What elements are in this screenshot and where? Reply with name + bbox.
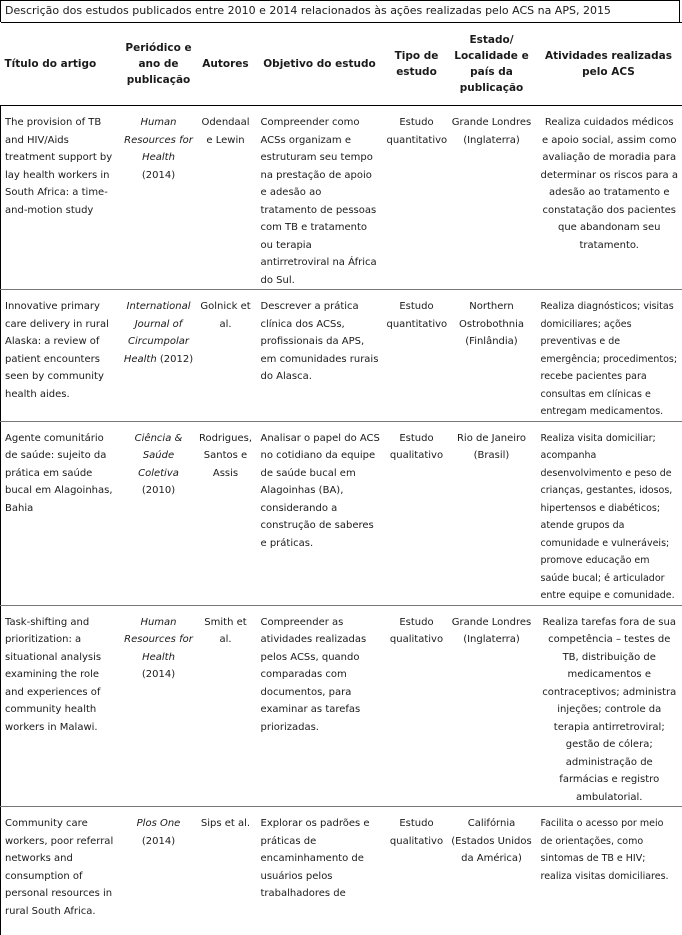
header-autores: Autores	[197, 23, 255, 106]
journal-year: (2014)	[142, 836, 175, 847]
table-row	[1, 605, 682, 807]
cell-tipo: Estudo qualitativo	[385, 421, 449, 605]
cell-autores: Smith et al.	[197, 605, 255, 807]
header-local: Estado/ Localidade e país da publicação	[449, 23, 535, 106]
header-titulo: Título do artigo	[1, 23, 121, 106]
table-row	[1, 290, 682, 422]
cell-atividades: Realiza visita domiciliar; acompanha desenvolvimento e peso de crianças, gestantes, idosos, hipertensos e diabéticos; atende grupos da comunidade e vulneráveis; promove educação em saúde bucal; é articulador entre equipe e comunidade.	[535, 421, 682, 605]
cell-autores: Rodrigues, Santos e Assis	[197, 421, 255, 605]
table-row	[1, 807, 682, 935]
header-tipo: Tipo de estudo	[385, 23, 449, 106]
table-row	[1, 421, 682, 605]
cell-local: Califórnia (Estados Unidos da América)	[449, 807, 535, 935]
journal-year: (2012)	[160, 354, 193, 365]
cell-periodico	[121, 106, 197, 290]
header-objetivo: Objetivo do estudo	[255, 23, 385, 106]
cell-local: Grande Londres (Inglaterra)	[449, 106, 535, 290]
cell-objetivo: Explorar os padrões e práticas de encaminhamento de usuários pelos trabalhadores de	[255, 807, 385, 935]
journal-name: International Journal of Circumpolar Health	[124, 301, 191, 365]
cell-tipo: Estudo qualitativo	[385, 605, 449, 807]
cell-local: Grande Londres (Inglaterra)	[449, 605, 535, 807]
cell-periodico	[121, 605, 197, 807]
header-periodico: Periódico e ano de publicação	[121, 23, 197, 106]
cell-atividades: Facilita o acesso por meio de orientações, como sintomas de TB e HIV; realiza visitas domiciliares.	[535, 807, 682, 935]
cell-tipo: Estudo quantitativo	[385, 290, 449, 422]
cell-atividades: Realiza diagnósticos; visitas domiciliares; ações preventivas e de emergência; procedimentos; recebe pacientes para consultas em clínicas e entregam medicamentos.	[535, 290, 682, 422]
cell-local: Northern Ostrobothnia (Finlândia)	[449, 290, 535, 422]
cell-periodico	[121, 807, 197, 935]
table-row	[1, 106, 682, 290]
cell-tipo: Estudo quantitativo	[385, 106, 449, 290]
cell-titulo: Innovative primary care delivery in rural Alaska: a review of patient encounters seen by community health aides.	[1, 290, 121, 422]
cell-local: Rio de Janeiro (Brasil)	[449, 421, 535, 605]
journal-name: Human Resources for Health	[124, 117, 193, 163]
studies-table	[0, 22, 682, 935]
cell-periodico	[121, 421, 197, 605]
journal-name: Plos One	[137, 818, 181, 829]
header-row	[1, 23, 682, 106]
journal-name: Ciência & Saúde Coletiva	[135, 433, 183, 479]
cell-titulo: Task-shifting and prioritization: a situational analysis examining the role and experiences of community health workers in Malawi.	[1, 605, 121, 807]
cell-titulo: The provision of TB and HIV/Aids treatment support by lay health workers in South Africa: a time-and-motion study	[1, 106, 121, 290]
cell-atividades: Realiza cuidados médicos e apoio social, assim como avaliação de moradia para determinar os riscos para a adesão ao tratamento e constatação dos pacientes que abandonam seu tratamento.	[535, 106, 682, 290]
cell-objetivo: Compreender as atividades realizadas pelos ACSs, quando comparadas com documentos, para examinar as tarefas priorizadas.	[255, 605, 385, 807]
cell-autores: Sips et al.	[197, 807, 255, 935]
cell-autores: Golnick et al.	[197, 290, 255, 422]
cell-autores: Odendaal e Lewin	[197, 106, 255, 290]
cell-atividades: Realiza tarefas fora de sua competência – testes de TB, distribuição de medicamentos e contraceptivos; administra injeções; controle da terapia antirretroviral; gestão de cólera; administração de farmácias e registro ambulatorial.	[535, 605, 682, 807]
cell-objetivo: Analisar o papel do ACS no cotidiano da equipe de saúde bucal em Alagoinhas (BA), considerando a construção de saberes e práticas.	[255, 421, 385, 605]
journal-year: (2010)	[142, 485, 175, 496]
cell-titulo: Agente comunitário de saúde: sujeito da prática em saúde bucal em Alagoinhas, Bahia	[1, 421, 121, 605]
cell-objetivo: Descrever a prática clínica dos ACSs, profissionais da APS, em comunidades rurais do Alasca.	[255, 290, 385, 422]
cell-periodico	[121, 290, 197, 422]
table-caption: Descrição dos estudos publicados entre 2010 e 2014 relacionados às ações realizadas pelo ACS na APS, 2015	[0, 0, 680, 22]
journal-year: (2014)	[142, 170, 175, 181]
journal-year: (2014)	[142, 669, 175, 680]
cell-tipo: Estudo qualitativo	[385, 807, 449, 935]
journal-name: Human Resources for Health	[124, 617, 193, 663]
header-atividades: Atividades realizadas pelo ACS	[535, 23, 682, 106]
cell-titulo: Community care workers, poor referral networks and consumption of personal resources in rural South Africa.	[1, 807, 121, 935]
cell-objetivo: Compreender como ACSs organizam e estruturam seu tempo na prestação de apoio e adesão ao tratamento de pessoas com TB e tratamento ou terapia antirretroviral na África do Sul.	[255, 106, 385, 290]
